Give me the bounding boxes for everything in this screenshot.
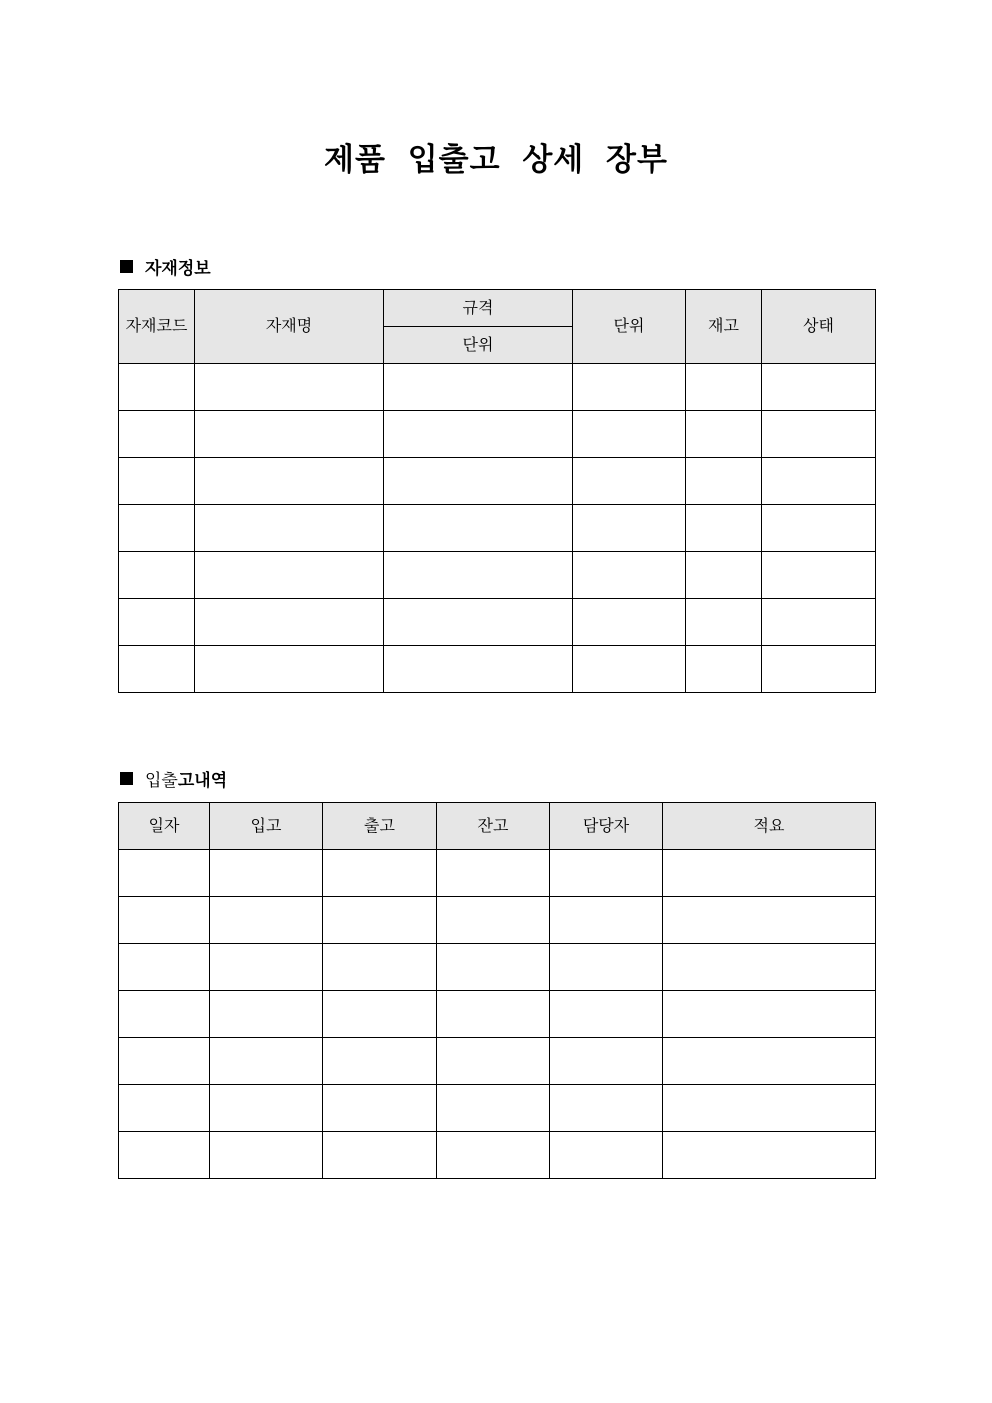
history-cell[interactable] [437, 1038, 550, 1085]
page-title: 제품 입출고 상세 장부 [324, 142, 668, 178]
material-cell[interactable] [573, 458, 686, 505]
history-cell[interactable] [437, 1085, 550, 1132]
history-cell[interactable] [119, 850, 210, 897]
material-cell[interactable] [686, 411, 762, 458]
history-cell[interactable] [437, 991, 550, 1038]
material-table-row [119, 364, 876, 411]
bullet-square-icon [120, 772, 133, 785]
material-cell[interactable] [195, 646, 384, 693]
material-cell[interactable] [119, 599, 195, 646]
material-cell[interactable] [573, 552, 686, 599]
history-cell[interactable] [210, 897, 323, 944]
material-cell[interactable] [573, 411, 686, 458]
material-cell[interactable] [762, 411, 876, 458]
history-table-row [119, 850, 876, 897]
material-cell[interactable] [384, 411, 573, 458]
history-cell[interactable] [323, 1132, 437, 1179]
history-cell[interactable] [323, 1085, 437, 1132]
column-header-status: 상태 [762, 290, 876, 364]
column-header-stock: 재고 [686, 290, 762, 364]
material-table-row [119, 411, 876, 458]
history-cell[interactable] [663, 1132, 876, 1179]
history-cell[interactable] [119, 1085, 210, 1132]
column-header-unit: 단위 [573, 290, 686, 364]
material-cell[interactable] [762, 646, 876, 693]
material-table-row [119, 552, 876, 599]
history-column-header: 일자 [119, 803, 210, 850]
history-cell[interactable] [550, 991, 663, 1038]
history-table-row [119, 1132, 876, 1179]
material-cell[interactable] [195, 599, 384, 646]
history-cell[interactable] [550, 897, 663, 944]
material-cell[interactable] [762, 505, 876, 552]
material-cell[interactable] [195, 505, 384, 552]
history-column-header: 출고 [323, 803, 437, 850]
material-cell[interactable] [384, 599, 573, 646]
material-cell[interactable] [195, 552, 384, 599]
material-cell[interactable] [119, 505, 195, 552]
history-cell[interactable] [323, 1038, 437, 1085]
material-cell[interactable] [686, 646, 762, 693]
history-table-row [119, 897, 876, 944]
inout-history-table [118, 802, 876, 1179]
history-cell[interactable] [550, 944, 663, 991]
history-cell[interactable] [323, 850, 437, 897]
history-column-header: 적요 [663, 803, 876, 850]
material-table-row [119, 505, 876, 552]
history-cell[interactable] [210, 1038, 323, 1085]
history-cell[interactable] [323, 897, 437, 944]
history-table-row [119, 1085, 876, 1132]
history-cell[interactable] [663, 991, 876, 1038]
column-header-material-name: 자재명 [195, 290, 384, 364]
history-cell[interactable] [323, 944, 437, 991]
history-column-header: 입고 [210, 803, 323, 850]
material-cell[interactable] [573, 364, 686, 411]
history-cell[interactable] [437, 1132, 550, 1179]
column-header-spec: 규격 [384, 290, 573, 327]
history-table-row [119, 1038, 876, 1085]
history-cell[interactable] [437, 944, 550, 991]
material-cell[interactable] [762, 552, 876, 599]
history-section-label-light: 입출 [145, 771, 178, 791]
history-cell[interactable] [663, 1038, 876, 1085]
history-table-row [119, 944, 876, 991]
material-cell[interactable] [686, 458, 762, 505]
material-cell[interactable] [384, 505, 573, 552]
material-cell[interactable] [384, 364, 573, 411]
history-cell[interactable] [663, 1085, 876, 1132]
material-section-heading [120, 254, 211, 279]
material-cell[interactable] [119, 458, 195, 505]
material-cell[interactable] [384, 646, 573, 693]
material-cell[interactable] [762, 364, 876, 411]
material-cell[interactable] [686, 552, 762, 599]
material-info-table [118, 289, 876, 693]
history-cell[interactable] [323, 991, 437, 1038]
material-cell[interactable] [573, 599, 686, 646]
material-cell[interactable] [686, 505, 762, 552]
material-cell[interactable] [119, 411, 195, 458]
material-cell[interactable] [119, 552, 195, 599]
material-cell[interactable] [384, 552, 573, 599]
material-cell[interactable] [573, 646, 686, 693]
material-cell[interactable] [384, 458, 573, 505]
material-table-row [119, 599, 876, 646]
material-cell[interactable] [195, 458, 384, 505]
material-section-label: 자재정보 [145, 259, 211, 279]
column-header-material-code: 자재코드 [119, 290, 195, 364]
history-cell[interactable] [550, 850, 663, 897]
history-cell[interactable] [210, 850, 323, 897]
history-cell[interactable] [119, 1132, 210, 1179]
material-cell[interactable] [686, 599, 762, 646]
history-table-row [119, 991, 876, 1038]
material-cell[interactable] [762, 458, 876, 505]
history-cell[interactable] [210, 944, 323, 991]
column-header-spec-unit: 단위 [384, 327, 573, 364]
history-cell[interactable] [550, 1132, 663, 1179]
history-cell[interactable] [437, 897, 550, 944]
bullet-square-icon [120, 260, 133, 273]
material-cell[interactable] [119, 646, 195, 693]
history-section-label-bold: 고내역 [177, 771, 228, 791]
history-cell[interactable] [437, 850, 550, 897]
history-column-header: 잔고 [437, 803, 550, 850]
history-cell[interactable] [210, 991, 323, 1038]
material-table-row [119, 646, 876, 693]
material-table-row [119, 458, 876, 505]
history-column-header: 담당자 [550, 803, 663, 850]
history-cell[interactable] [210, 1085, 323, 1132]
history-section-heading [120, 766, 227, 791]
history-cell[interactable] [210, 1132, 323, 1179]
history-cell[interactable] [119, 897, 210, 944]
history-cell[interactable] [119, 1038, 210, 1085]
material-cell[interactable] [119, 364, 195, 411]
material-cell[interactable] [573, 505, 686, 552]
material-cell[interactable] [195, 364, 384, 411]
history-cell[interactable] [663, 897, 876, 944]
material-cell[interactable] [195, 411, 384, 458]
history-cell[interactable] [550, 1085, 663, 1132]
history-cell[interactable] [119, 991, 210, 1038]
history-cell[interactable] [663, 944, 876, 991]
material-cell[interactable] [686, 364, 762, 411]
material-cell[interactable] [762, 599, 876, 646]
history-cell[interactable] [663, 850, 876, 897]
history-cell[interactable] [119, 944, 210, 991]
history-cell[interactable] [550, 1038, 663, 1085]
